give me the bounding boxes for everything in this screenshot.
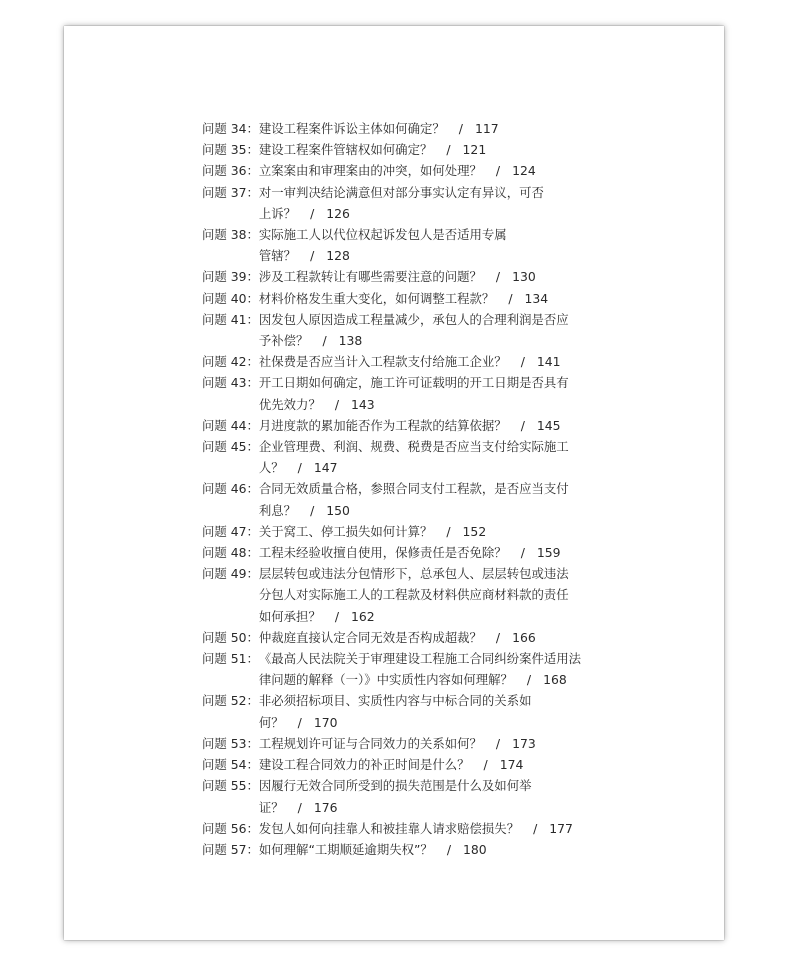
toc-entry-separator: / [446, 523, 451, 539]
toc-entry-page-number: 166 [512, 629, 536, 645]
toc-entry-title: 涉及工程款转让有哪些需要注意的问题？ [258, 269, 482, 285]
toc-entry [202, 118, 622, 139]
toc-entry-label: 问题 49： [202, 566, 259, 582]
toc-entry-title: 建设工程案件管辖权如何确定？ [258, 142, 433, 158]
toc-entry-page-number: 143 [351, 396, 375, 412]
toc-entry-title: 月进度款的累加能否作为工程款的结算依据？ [258, 417, 507, 433]
toc-entry-page-number: 168 [543, 672, 567, 688]
toc-entry [202, 818, 622, 839]
toc-entry-title: 因履行无效合同所受到的损失范围是什么及如何举 证？ [258, 778, 532, 815]
toc-entry-title: 对一审判决结论满意但对部分事实认定有异议，可否 上诉？ [258, 184, 544, 221]
toc-entry-page-number: 126 [326, 205, 350, 221]
toc-entry [202, 309, 622, 351]
toc-entry-page-number: 128 [326, 248, 350, 264]
toc-entry-label: 问题 47： [202, 523, 259, 539]
toc-entry-separator: / [310, 205, 315, 221]
toc-entry-page-number: 141 [536, 354, 561, 370]
toc-entry-text [259, 839, 622, 860]
toc-entry [202, 563, 622, 627]
toc-entry [202, 542, 622, 563]
toc-entry-text [259, 627, 622, 648]
toc-entry-page-number: 130 [512, 269, 536, 285]
toc-entry-page-number: 176 [313, 799, 338, 815]
table-of-contents [202, 118, 622, 860]
toc-entry-page-number: 177 [549, 820, 573, 836]
toc-entry-separator: / [495, 735, 501, 751]
toc-entry-label: 问题 46： [202, 481, 259, 497]
toc-entry-separator: / [297, 460, 302, 476]
toc-entry-title: 社保费是否应当计入工程款支付给施工企业？ [258, 354, 507, 370]
toc-entry-title: 工程未经验收擅自使用，保修责任是否免除？ [258, 545, 507, 561]
toc-entry-label: 问题 50： [202, 629, 259, 645]
toc-entry-separator: / [526, 672, 532, 688]
toc-entry-text [259, 542, 622, 563]
toc-entry-separator: / [334, 396, 340, 412]
toc-entry-page-number: 170 [313, 714, 338, 730]
toc-entry-separator: / [310, 502, 315, 518]
toc-entry [202, 415, 622, 436]
toc-entry [202, 436, 622, 478]
toc-entry-label: 问题 37： [202, 184, 259, 200]
toc-entry-text [259, 224, 622, 266]
toc-entry-label: 问题 43： [202, 375, 259, 391]
toc-entry-page-number: 121 [462, 142, 487, 158]
toc-entry-label: 问题 51： [202, 651, 259, 667]
toc-entry-page-number: 150 [326, 502, 350, 518]
toc-entry-separator: / [458, 121, 463, 136]
toc-entry-text [259, 372, 622, 414]
toc-entry [202, 224, 622, 266]
toc-entry-page-number: 162 [351, 608, 375, 624]
toc-entry-text [259, 266, 622, 287]
toc-entry-title: 非必须招标项目、实质性内容与中标合同的关系如 何？ [258, 693, 532, 730]
toc-entry [202, 139, 622, 160]
toc-entry-text [259, 648, 622, 690]
toc-entry-text [259, 733, 622, 754]
toc-entry-title: 材料价格发生重大变化，如何调整工程款？ [258, 290, 495, 306]
toc-entry-text [259, 288, 622, 309]
toc-entry-separator: / [495, 269, 501, 285]
toc-entry-text [259, 118, 622, 139]
toc-entry-title: 建设工程案件诉讼主体如何确定？ [258, 121, 445, 136]
toc-entry-label: 问题 39： [202, 269, 259, 285]
toc-entry-text [259, 415, 622, 436]
toc-entry-title: 开工日期如何确定，施工许可证载明的开工日期是否具有 优先效力？ [258, 375, 569, 412]
toc-entry-text [259, 139, 622, 160]
toc-entry-separator: / [495, 629, 501, 645]
toc-entry-separator: / [520, 354, 525, 370]
book-page [64, 26, 724, 940]
toc-entry-page-number: 124 [512, 163, 536, 179]
toc-entry-page-number: 117 [474, 121, 499, 136]
toc-entry [202, 733, 622, 754]
toc-entry-text [259, 521, 622, 542]
toc-entry-text [259, 478, 622, 520]
toc-entry-title: 《最高人民法院关于审理建设工程施工合同纠纷案件适用法 律问题的解释（一）》中实质性内容如何理解？ [258, 651, 582, 688]
toc-entry [202, 160, 622, 181]
toc-entry-page-number: 159 [536, 545, 561, 561]
toc-entry-text [259, 436, 622, 478]
toc-entry-text [259, 690, 622, 732]
toc-entry-label: 问题 40： [202, 290, 259, 306]
toc-entry-label: 问题 41： [202, 311, 259, 327]
toc-entry-separator: / [520, 545, 525, 561]
toc-entry [202, 351, 622, 372]
toc-entry-label: 问题 38： [202, 227, 259, 243]
toc-entry-label: 问题 53： [202, 735, 259, 751]
toc-entry-label: 问题 44： [202, 417, 259, 433]
toc-entry-text [259, 182, 622, 224]
toc-entry [202, 266, 622, 287]
toc-entry [202, 648, 622, 690]
toc-entry [202, 839, 622, 860]
toc-entry [202, 372, 622, 414]
toc-entry-text [259, 563, 622, 627]
toc-entry-title: 工程规划许可证与合同效力的关系如何？ [258, 735, 482, 751]
toc-entry-page-number: 173 [512, 735, 536, 751]
toc-entry-label: 问题 52： [202, 693, 259, 709]
toc-entry-text [259, 818, 622, 839]
toc-entry [202, 690, 622, 732]
toc-entry-text [259, 775, 622, 817]
toc-entry-separator: / [310, 248, 315, 264]
toc-entry-separator: / [533, 820, 538, 836]
toc-entry-page-number: 147 [313, 460, 338, 476]
toc-entry-separator: / [446, 142, 451, 158]
toc-entry-page-number: 152 [462, 523, 487, 539]
toc-entry [202, 478, 622, 520]
toc-entry-title: 仲裁庭直接认定合同无效是否构成超裁？ [258, 629, 482, 645]
toc-entry-title: 关于窝工、停工损失如何计算？ [258, 523, 433, 539]
toc-entry-title: 合同无效质量合格，参照合同支付工程款，是否应当支付 利息？ [258, 481, 569, 518]
toc-entry-separator: / [520, 417, 525, 433]
toc-entry-separator: / [495, 163, 501, 179]
toc-entry-label: 问题 35： [202, 142, 259, 158]
toc-entry-label: 问题 54： [202, 757, 259, 773]
toc-entry-label: 问题 34： [202, 121, 259, 136]
toc-entry-page-number: 180 [463, 841, 487, 857]
toc-entry [202, 775, 622, 817]
toc-entry-separator: / [297, 714, 302, 730]
toc-entry-label: 问题 56： [202, 820, 259, 836]
toc-entry-label: 问题 48： [202, 545, 259, 561]
toc-entry-separator: / [297, 799, 302, 815]
toc-entry-title: 层层转包或违法分包情形下，总承包人、层层转包或违法 分包人对实际施工人的工程款及材料供应商材料款的责任 如何承担？ [258, 566, 569, 624]
toc-entry-title: 因发包人原因造成工程量减少，承包人的合理利润是否应 予补偿？ [258, 311, 569, 349]
toc-entry-separator: / [508, 290, 513, 306]
toc-entry-separator: / [446, 841, 451, 857]
toc-entry-separator: / [322, 333, 327, 349]
toc-entry [202, 521, 622, 542]
toc-entry-label: 问题 45： [202, 439, 259, 455]
toc-entry [202, 627, 622, 648]
toc-entry-title: 立案案由和审理案由的冲突，如何处理？ [258, 163, 482, 179]
toc-entry-separator: / [483, 757, 488, 773]
toc-entry-label: 问题 57： [202, 841, 259, 857]
toc-entry-text [259, 754, 622, 775]
toc-entry-page-number: 134 [524, 290, 549, 306]
toc-entry-title: 如何理解“工期顺延逾期失权”？ [258, 841, 433, 857]
toc-entry-label: 问题 42： [202, 354, 259, 370]
toc-entry [202, 182, 622, 224]
toc-entry-text [259, 351, 622, 372]
toc-entry-text [259, 160, 622, 181]
toc-entry-page-number: 138 [338, 333, 363, 349]
toc-entry-title: 建设工程合同效力的补正时间是什么？ [258, 757, 470, 773]
toc-entry-title: 实际施工人以代位权起诉发包人是否适用专属 管辖？ [258, 227, 507, 264]
toc-entry-label: 问题 55： [202, 778, 259, 794]
toc-entry-label: 问题 36： [202, 163, 259, 179]
toc-entry-title: 企业管理费、利润、规费、税费是否应当支付给实际施工 人？ [258, 439, 569, 476]
toc-entry [202, 288, 622, 309]
toc-entry-separator: / [334, 608, 340, 624]
toc-entry-text [259, 309, 622, 351]
toc-entry-title: 发包人如何向挂靠人和被挂靠人请求赔偿损失？ [258, 820, 520, 836]
toc-entry-page-number: 174 [499, 757, 524, 773]
toc-entry-page-number: 145 [536, 417, 561, 433]
toc-entry [202, 754, 622, 775]
